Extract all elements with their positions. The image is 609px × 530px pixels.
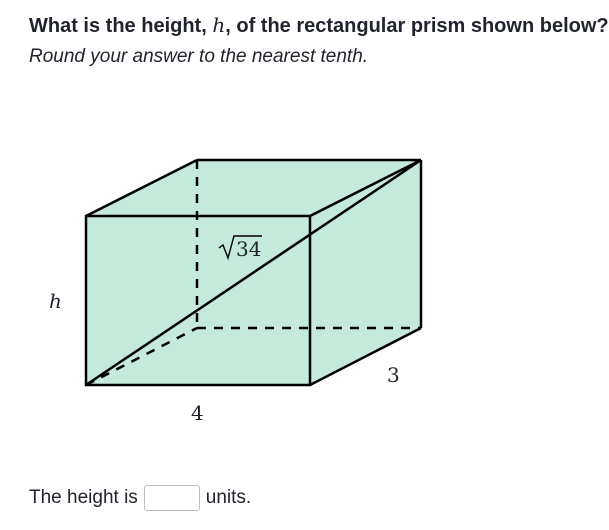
answer-row: [29, 483, 251, 513]
length-label: 4: [191, 401, 204, 425]
question-suffix: , of the rectangular prism shown below?: [225, 15, 609, 37]
rounding-instruction: Round your answer to the nearest tenth.: [29, 46, 369, 67]
answer-prefix: The height is: [29, 487, 138, 508]
question-prefix: What is the height,: [29, 15, 213, 37]
height-label: h: [49, 289, 62, 313]
depth-label: 3: [387, 363, 400, 387]
height-variable: h: [212, 13, 226, 37]
height-answer-input[interactable]: [144, 485, 200, 511]
diagonal-radicand-label: 34: [236, 237, 262, 261]
answer-suffix: units.: [205, 487, 252, 508]
